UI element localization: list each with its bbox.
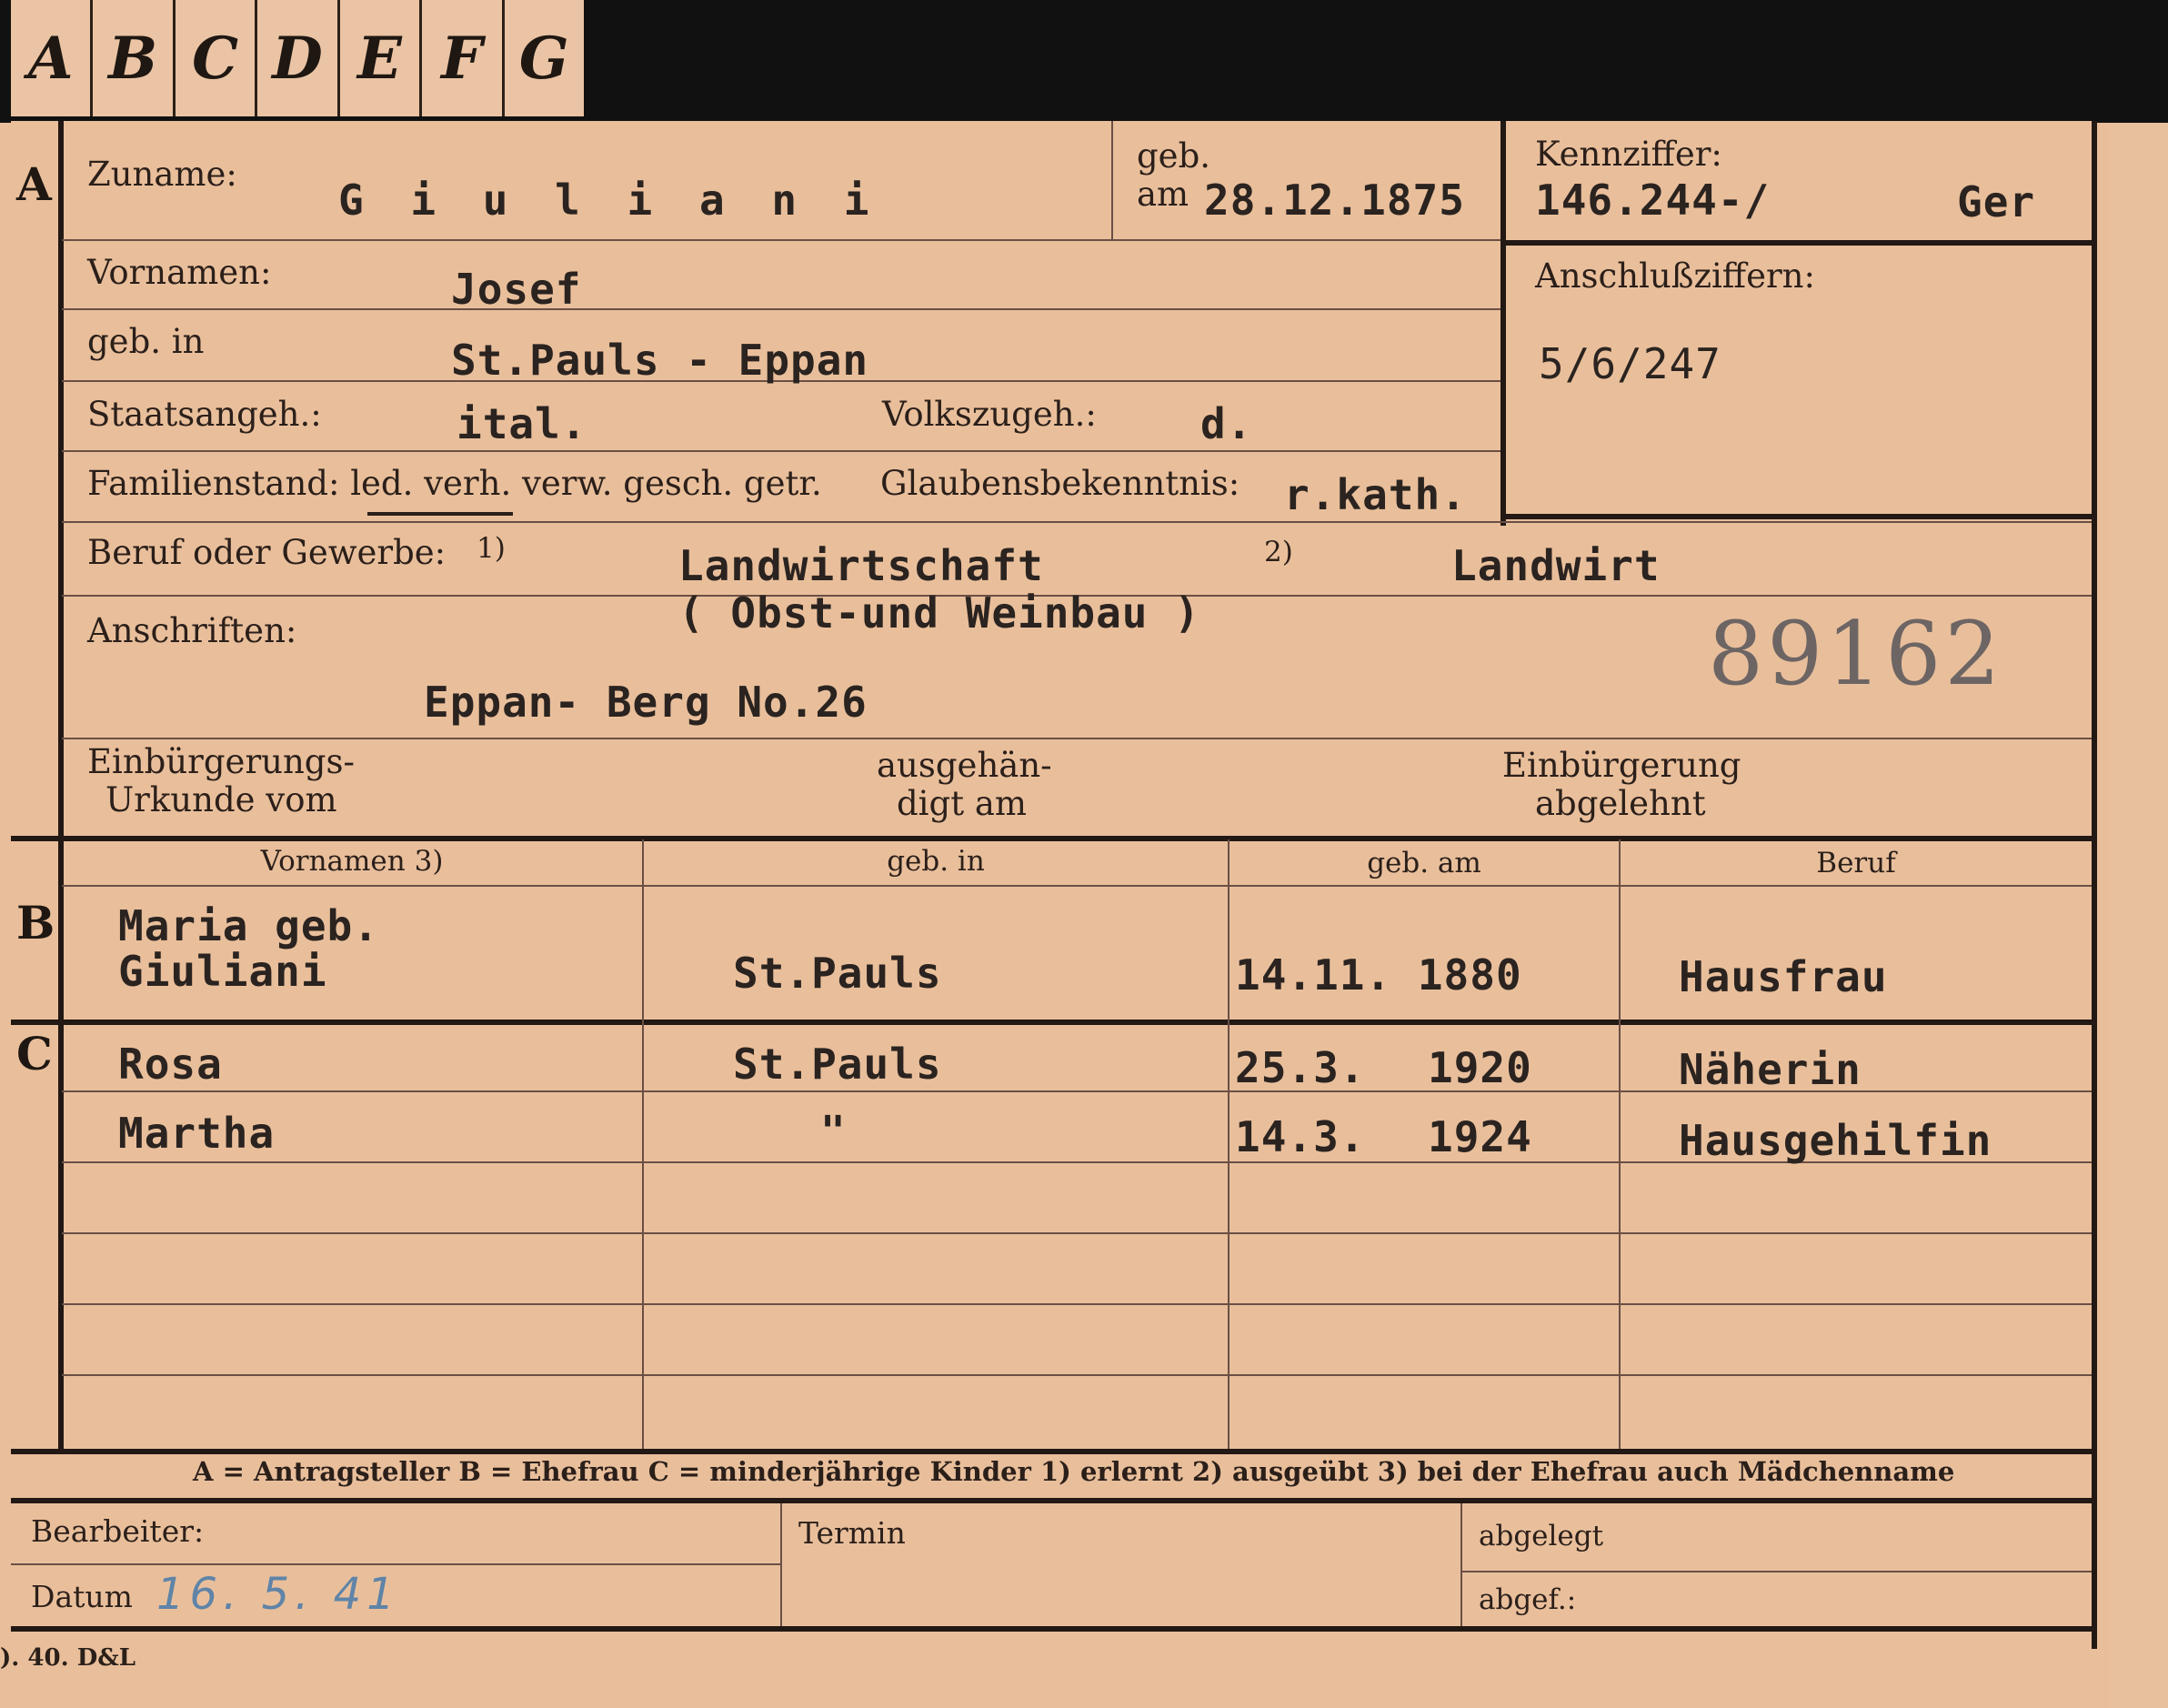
row-line-2 [62,308,1501,310]
section-c-bottom-line [11,1449,2097,1454]
section-b-bottom-line [11,1020,2097,1025]
geb-am-label: am [1137,175,1189,214]
left-frame-line [58,121,64,1449]
geb-label: geb. [1137,136,1211,176]
row-line-7 [62,738,2092,739]
staatsangeh-value: ital. [457,399,587,448]
abgelehnt-label-2: abgelehnt [1535,784,1706,823]
einbuergerung-label-2: Urkunde vom [105,780,337,819]
record-card [11,121,2093,1649]
spouse-vornamen-2: Giuliani [118,947,327,996]
child-2-geb-am-year: 1924 [1428,1112,1532,1161]
spouse-vornamen-1: Maria geb. [118,901,379,950]
col-header-geb-am: geb. am [1367,847,1481,879]
section-a-bottom-line [11,836,2097,841]
familienstand-label: Familienstand: led. verh. verw. gesch. getr. [87,464,822,503]
child-1-geb-am-year: 1920 [1428,1043,1532,1092]
legend-text: A = Antragsteller B = Ehefrau C = minderjährige Kinder 1) erlernt 2) ausgeübt 3) bei der Ehefrau auch Mädchenname [193,1456,1955,1487]
col-header-vornamen: Vornamen 3) [260,845,444,878]
volkszugeh-value: d. [1200,399,1253,448]
anschrift-value: Eppan- Berg No.26 [424,678,868,727]
section-letter-a: A [16,157,52,211]
child-2-vornamen: Martha [118,1109,276,1158]
geb-divider [1111,121,1113,239]
ausgehaen-label-1: ausgehän- [877,746,1052,785]
vornamen-label: Vornamen: [87,253,272,292]
vornamen-value: Josef [451,265,582,314]
card-bottom-line [11,1626,2097,1632]
beruf-ausgeuebt-value: Landwirt [1451,541,1661,590]
row-line-4 [62,450,1501,452]
row-line-5 [62,521,2092,523]
index-tab-bar [11,0,584,116]
bearbeiter-label: Bearbeiter: [31,1513,205,1549]
anschluss-label: Anschlußziffern: [1535,256,1815,296]
geb-in-value: St.Pauls - Eppan [451,336,869,385]
child-row-line-5 [62,1374,2092,1376]
footer-right-row-line [1462,1571,2092,1572]
zuname-label: Zuname: [87,155,237,194]
geb-am-value: 28.12.1875 [1204,176,1465,225]
termin-label: Termin [798,1515,906,1551]
child-row-line-4 [62,1303,2092,1305]
table-col-line-2 [1228,839,1230,1449]
child-1-vornamen: Rosa [118,1040,223,1089]
tab-g[interactable]: G [518,24,569,93]
beruf-note-2: 2) [1264,536,1293,568]
tab-b[interactable]: B [93,0,175,116]
kennziffer-value: 146.244-/ [1535,176,1771,225]
abgelegt-label: abgelegt [1479,1520,1604,1552]
child-1-geb-am-day: 25.3. [1235,1043,1366,1092]
legend-bottom-line [11,1498,2097,1503]
kennziffer-left-line [1501,121,1506,526]
spouse-geb-in: St.Pauls [733,949,942,998]
col-header-beruf: Beruf [1816,847,1896,879]
spouse-beruf: Hausfrau [1679,952,1888,1001]
familienstand-verh-underline [367,512,513,516]
right-margin [2110,123,2168,1708]
staatsangeh-label: Staatsangeh.: [87,395,322,434]
glaubens-label: Glaubensbekenntnis: [880,464,1240,503]
row-line-1 [62,239,1501,241]
kennziffer-divider [1502,240,2093,246]
table-col-line-3 [1619,839,1621,1449]
abgef-label: abgef.: [1479,1583,1577,1616]
volkszugeh-label: Volkszugeh.: [882,395,1097,434]
abgelehnt-label-1: Einbürgerung [1502,746,1741,785]
print-code: ). 40. D&L [0,1644,136,1672]
einbuergerung-label-1: Einbürgerungs- [87,742,355,781]
table-header-line [62,885,2092,887]
tab-a[interactable]: A [11,0,93,116]
datum-label: Datum [31,1579,133,1614]
anschluss-value: 5/6/247 [1539,339,1721,388]
zuname-value: G i u l i a n i [338,176,880,225]
child-1-beruf: Näherin [1679,1045,1862,1094]
footer-col-line-1 [780,1503,782,1626]
footer-left-row-line [11,1563,780,1565]
beruf-erlernt-value-2: ( Obst-und Weinbau ) [678,588,1200,638]
tab-f[interactable]: F [422,0,504,116]
section-letter-b: B [16,896,55,949]
child-row-line-3 [62,1232,2092,1234]
tab-e[interactable]: E [340,0,422,116]
right-frame-line [2092,121,2097,1649]
kennziffer-label: Kennziffer: [1535,135,1722,174]
tab-d[interactable]: D [257,0,339,116]
spouse-geb-am: 14.11. 1880 [1235,950,1522,1000]
beruf-erlernt-value: Landwirtschaft [678,541,1044,590]
child-2-geb-in: " [820,1107,847,1156]
child-2-beruf: Hausgehilfin [1679,1116,1992,1165]
tab-c[interactable]: C [176,0,257,116]
anschriften-label: Anschriften: [87,611,297,650]
section-letter-c: C [16,1027,53,1080]
child-1-geb-in: St.Pauls [733,1040,942,1089]
glaubens-value: r.kath. [1284,470,1467,519]
beruf-note-1: 1) [477,532,506,565]
footer-col-line-2 [1460,1503,1462,1626]
datum-handwritten: 16. 5. 41 [156,1569,400,1620]
ausgehaen-label-2: digt am [897,784,1027,823]
table-col-line-1 [642,839,644,1449]
kennziffer-bottom-line [1502,514,2093,519]
beruf-label: Beruf oder Gewerbe: [87,533,447,572]
stamp-number: 89162 [1708,603,2004,705]
child-2-geb-am-day: 14.3. [1235,1112,1366,1161]
col-header-geb-in: geb. in [887,845,985,878]
kennziffer-code: Ger [1957,177,2036,226]
geb-in-label: geb. in [87,322,205,361]
